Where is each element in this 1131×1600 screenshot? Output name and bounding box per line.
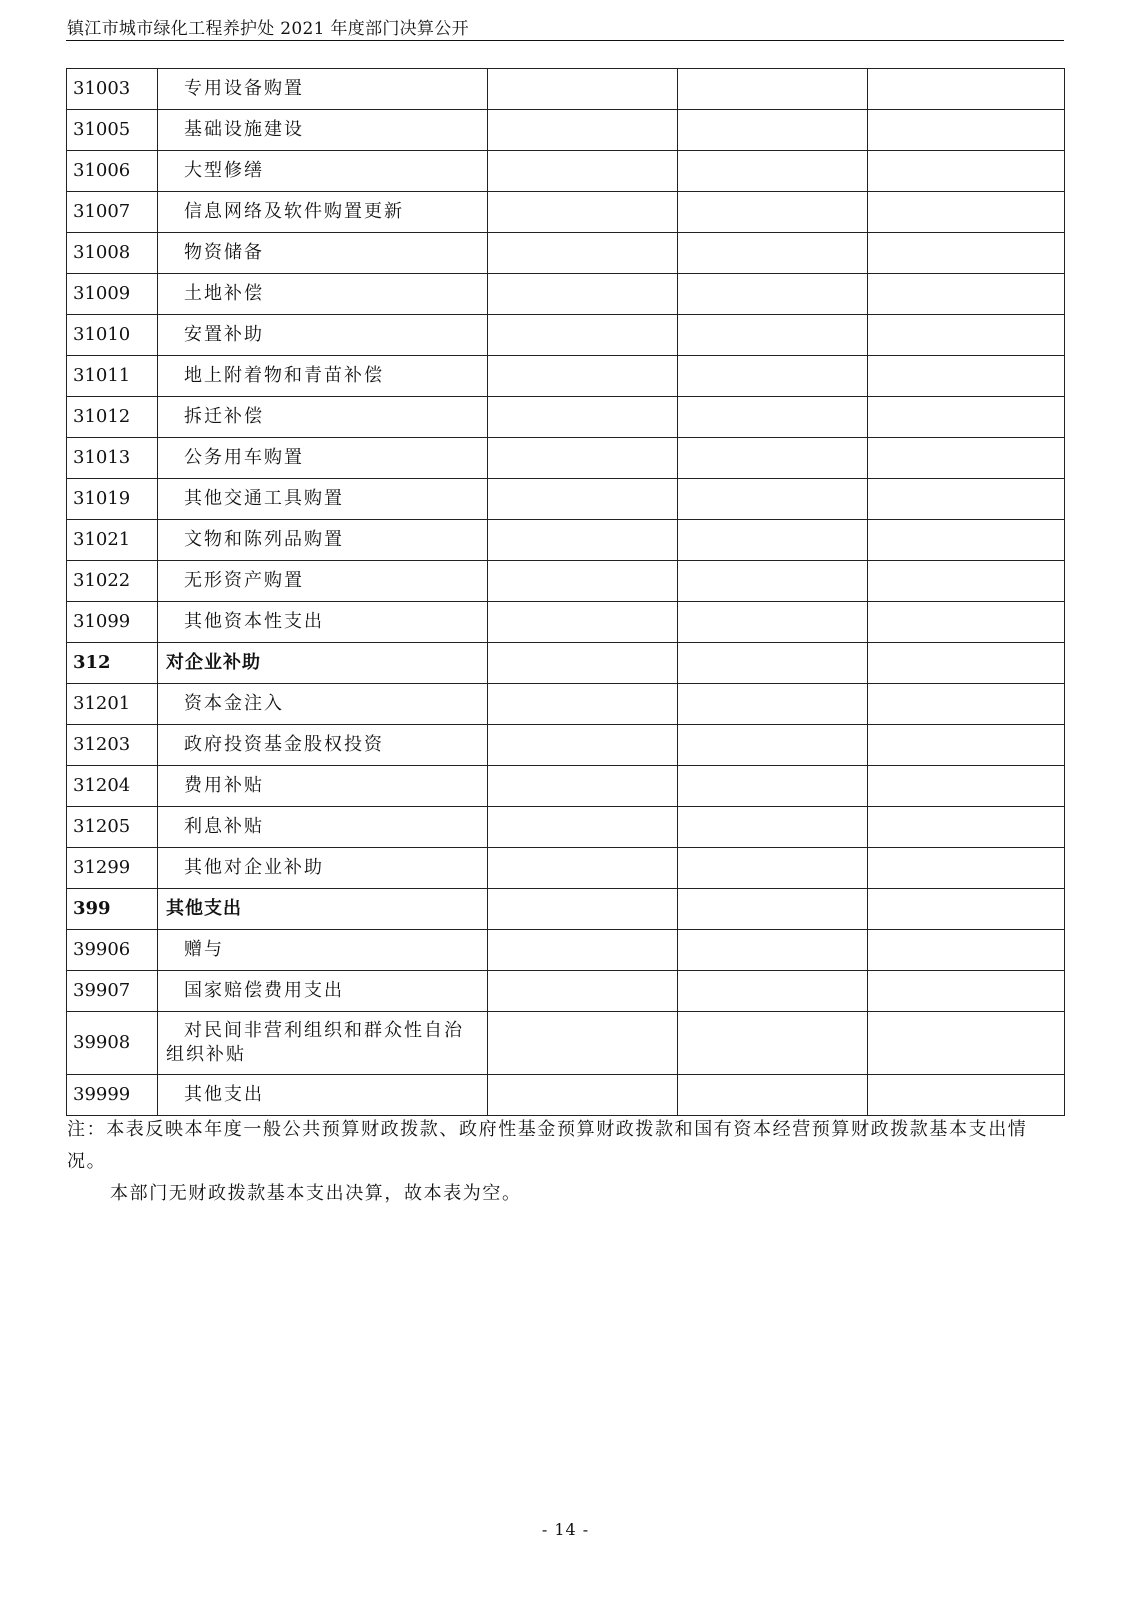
value-cell [488, 356, 678, 397]
value-cell [488, 561, 678, 602]
value-cell [678, 684, 868, 725]
row-name: 赠与 [158, 930, 488, 971]
value-cell [678, 1012, 868, 1075]
table-row [67, 110, 1065, 151]
value-cell [868, 151, 1065, 192]
row-name: 其他支出 [158, 1075, 488, 1116]
value-cell [488, 438, 678, 479]
value-cell [868, 971, 1065, 1012]
value-cell [868, 274, 1065, 315]
row-name: 无形资产购置 [158, 561, 488, 602]
value-cell [868, 725, 1065, 766]
value-cell [868, 1075, 1065, 1116]
value-cell [488, 110, 678, 151]
value-cell [678, 315, 868, 356]
value-cell [868, 69, 1065, 110]
value-cell [678, 848, 868, 889]
table-row [67, 397, 1065, 438]
table-row [67, 807, 1065, 848]
row-name: 利息补贴 [158, 807, 488, 848]
value-cell [488, 725, 678, 766]
group-code: 399 [67, 889, 158, 930]
value-cell [868, 602, 1065, 643]
value-cell [678, 807, 868, 848]
row-code: 31005 [67, 110, 158, 151]
value-cell [488, 69, 678, 110]
table-row [67, 233, 1065, 274]
value-cell [868, 930, 1065, 971]
row-code: 31007 [67, 192, 158, 233]
row-code: 31201 [67, 684, 158, 725]
value-cell [868, 848, 1065, 889]
row-name: 资本金注入 [158, 684, 488, 725]
row-code: 31022 [67, 561, 158, 602]
row-code: 31006 [67, 151, 158, 192]
value-cell [678, 766, 868, 807]
value-cell [868, 561, 1065, 602]
value-cell [678, 110, 868, 151]
page-number: - 14 - [541, 1520, 590, 1539]
value-cell [868, 1012, 1065, 1075]
value-cell [678, 602, 868, 643]
table-row [67, 438, 1065, 479]
row-code: 31099 [67, 602, 158, 643]
value-cell [678, 356, 868, 397]
table-row [67, 1075, 1065, 1116]
table-row [67, 766, 1065, 807]
value-cell [488, 971, 678, 1012]
value-cell [488, 807, 678, 848]
value-cell [678, 397, 868, 438]
row-name: 地上附着物和青苗补偿 [158, 356, 488, 397]
row-code: 31009 [67, 274, 158, 315]
row-code: 31003 [67, 69, 158, 110]
value-cell [488, 766, 678, 807]
table-group-row [67, 643, 1065, 684]
value-cell [678, 69, 868, 110]
value-cell [678, 643, 868, 684]
value-cell [678, 561, 868, 602]
group-code: 312 [67, 643, 158, 684]
value-cell [868, 479, 1065, 520]
row-name: 拆迁补偿 [158, 397, 488, 438]
group-name: 对企业补助 [158, 643, 488, 684]
value-cell [488, 315, 678, 356]
value-cell [488, 479, 678, 520]
value-cell [678, 520, 868, 561]
row-name: 国家赔偿费用支出 [158, 971, 488, 1012]
table-row [67, 69, 1065, 110]
table-row [67, 151, 1065, 192]
table-row [67, 315, 1065, 356]
value-cell [678, 192, 868, 233]
value-cell [868, 684, 1065, 725]
value-cell [868, 766, 1065, 807]
row-name: 信息网络及软件购置更新 [158, 192, 488, 233]
row-code: 31008 [67, 233, 158, 274]
value-cell [488, 274, 678, 315]
value-cell [868, 807, 1065, 848]
document-header-title: 镇江市城市绿化工程养护处 2021 年度部门决算公开 [67, 19, 469, 39]
table-row [67, 602, 1065, 643]
table-row [67, 520, 1065, 561]
row-code: 39908 [67, 1012, 158, 1075]
value-cell [678, 1075, 868, 1116]
row-name: 大型修缮 [158, 151, 488, 192]
value-cell [488, 192, 678, 233]
table-row [67, 561, 1065, 602]
value-cell [678, 151, 868, 192]
row-name: 专用设备购置 [158, 69, 488, 110]
row-code: 31021 [67, 520, 158, 561]
row-name: 土地补偿 [158, 274, 488, 315]
row-code: 31203 [67, 725, 158, 766]
row-code: 31010 [67, 315, 158, 356]
row-name: 文物和陈列品购置 [158, 520, 488, 561]
value-cell [868, 889, 1065, 930]
value-cell [488, 1012, 678, 1075]
value-cell [868, 397, 1065, 438]
group-name: 其他支出 [158, 889, 488, 930]
value-cell [678, 274, 868, 315]
row-name: 其他对企业补助 [158, 848, 488, 889]
value-cell [488, 233, 678, 274]
value-cell [488, 520, 678, 561]
value-cell [678, 438, 868, 479]
row-code: 31205 [67, 807, 158, 848]
row-code: 31204 [67, 766, 158, 807]
table-row [67, 848, 1065, 889]
table-row [67, 971, 1065, 1012]
row-name: 物资储备 [158, 233, 488, 274]
table-row [67, 192, 1065, 233]
table-row [67, 725, 1065, 766]
value-cell [868, 356, 1065, 397]
row-code: 31019 [67, 479, 158, 520]
empty-table-note: 本部门无财政拨款基本支出决算，故本表为空。 [110, 1183, 522, 1204]
row-code: 39907 [67, 971, 158, 1012]
value-cell [678, 930, 868, 971]
value-cell [488, 397, 678, 438]
expenditure-table [66, 68, 1065, 1116]
row-code: 31013 [67, 438, 158, 479]
row-code: 31011 [67, 356, 158, 397]
value-cell [488, 848, 678, 889]
value-cell [678, 233, 868, 274]
value-cell [678, 889, 868, 930]
row-name: 安置补助 [158, 315, 488, 356]
value-cell [868, 438, 1065, 479]
row-name: 其他交通工具购置 [158, 479, 488, 520]
row-name: 其他资本性支出 [158, 602, 488, 643]
value-cell [488, 1075, 678, 1116]
row-name: 基础设施建设 [158, 110, 488, 151]
value-cell [488, 684, 678, 725]
table-row [67, 930, 1065, 971]
table-group-row [67, 889, 1065, 930]
table-row [67, 684, 1065, 725]
row-name: 公务用车购置 [158, 438, 488, 479]
value-cell [868, 643, 1065, 684]
row-name: 对民间非营利组织和群众性自治组织补贴 [158, 1012, 488, 1075]
table-row [67, 356, 1065, 397]
table-note: 注：本表反映本年度一般公共预算财政拨款、政府性基金预算财政拨款和国有资本经营预算财政拨款基本支出情况。 [67, 1119, 1028, 1172]
table-row [67, 479, 1065, 520]
value-cell [868, 110, 1065, 151]
value-cell [488, 889, 678, 930]
value-cell [678, 479, 868, 520]
header-divider [66, 40, 1064, 41]
value-cell [678, 725, 868, 766]
value-cell [868, 520, 1065, 561]
value-cell [488, 643, 678, 684]
row-name: 政府投资基金股权投资 [158, 725, 488, 766]
value-cell [488, 602, 678, 643]
table-row [67, 274, 1065, 315]
value-cell [488, 930, 678, 971]
table-row [67, 1012, 1065, 1075]
value-cell [868, 192, 1065, 233]
value-cell [868, 233, 1065, 274]
value-cell [868, 315, 1065, 356]
value-cell [678, 971, 868, 1012]
row-code: 39906 [67, 930, 158, 971]
row-code: 31299 [67, 848, 158, 889]
row-name: 费用补贴 [158, 766, 488, 807]
value-cell [488, 151, 678, 192]
row-code: 31012 [67, 397, 158, 438]
row-code: 39999 [67, 1075, 158, 1116]
